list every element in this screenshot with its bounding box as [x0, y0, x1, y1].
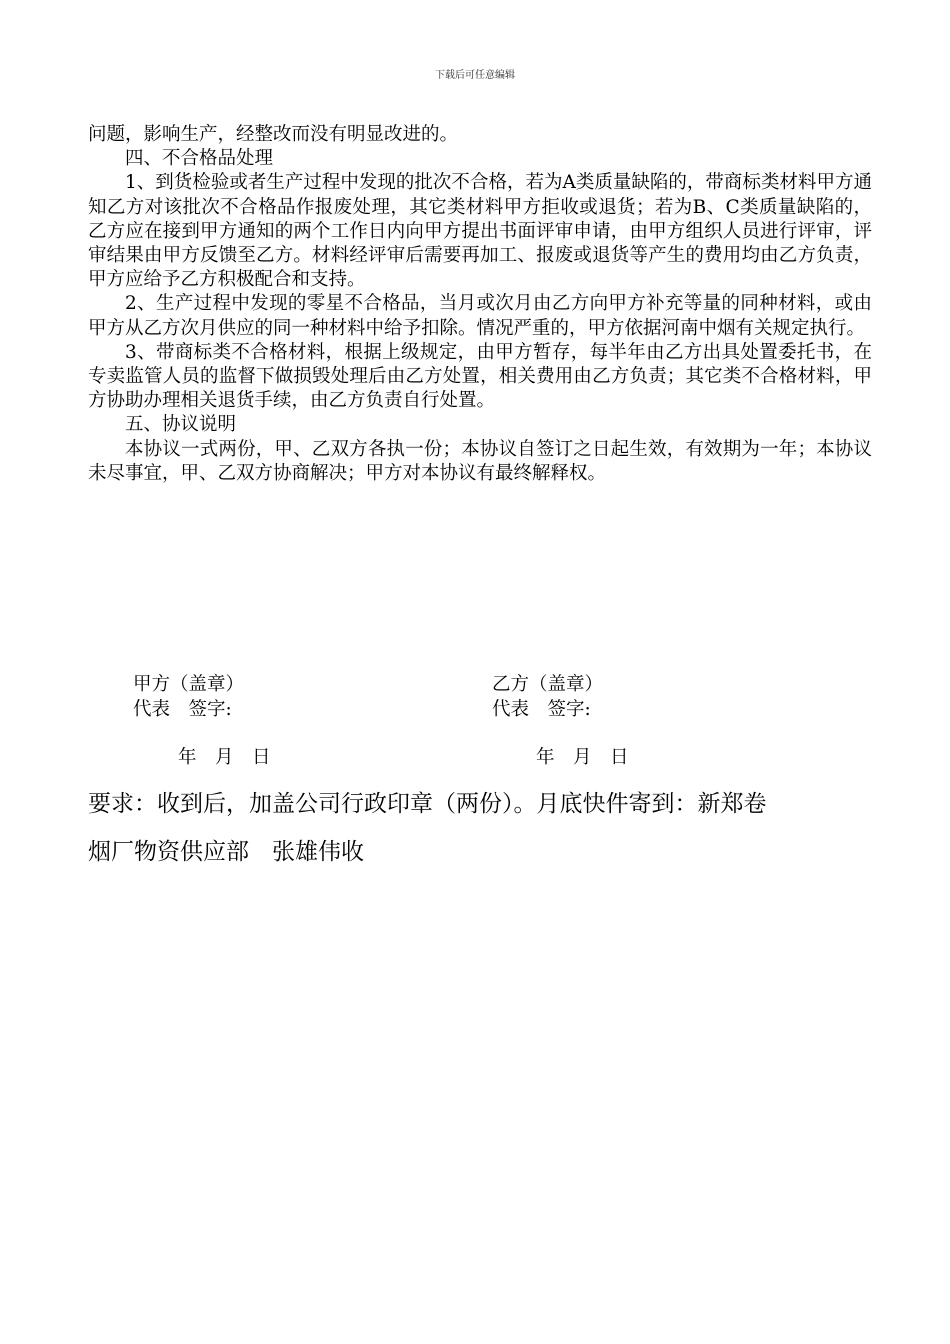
agreement-body — [88, 123, 872, 486]
requirement-line-1: 要求：收到后，加盖公司行政印章（两份）。月底快件寄到：新郑卷 — [88, 791, 767, 817]
delivery-requirement-note — [88, 780, 878, 876]
paragraph-continuation: 问题，影响生产，经整改而没有明显改进的。 — [88, 124, 459, 145]
requirement-line-2: 烟厂物资供应部 张雄伟收 — [88, 839, 364, 865]
page-header-note: 下载后可任意编辑 — [435, 70, 515, 81]
party-b-signature-label: 代表 签字: — [492, 699, 591, 720]
party-a-seal-label: 甲方（盖章） — [133, 674, 245, 695]
clause-sporadic-nonconforming: 2、生产过程中发现的零星不合格品，当月或次月由乙方向甲方补充等量的同种材料，或由甲方从乙方次月供应的同一种材料中给予扣除。情况严重的，甲方依据河南中烟有关规定执行。 — [88, 293, 872, 339]
clause-trademark-materials: 3、带商标类不合格材料，根据上级规定，由甲方暂存，每半年由乙方出具处置委托书，在专卖监管人员的监督下做损毁处理后由乙方处置，相关费用由乙方负责；其它类不合格材料，甲方协助办理相关退货手续，由乙方负责自行处置。 — [88, 341, 872, 412]
clause-agreement-terms: 本协议一式两份，甲、乙双方各执一份；本协议自签订之日起生效，有效期为一年；本协议未尽事宜，甲、乙双方协商解决；甲方对本协议有最终解释权。 — [88, 438, 872, 484]
section-heading-agreement-notes: 五、协议说明 — [125, 414, 237, 436]
party-b-seal-label: 乙方（盖章） — [492, 674, 604, 695]
clause-batch-nonconforming: 1、到货检验或者生产过程中发现的批次不合格，若为A类质量缺陷的，带商标类材料甲方通知乙方对该批次不合格品作报废处理，其它类材料甲方拒收或退货；若为B、C类质量缺陷的，乙方应在接到甲方通知的两个工作日内向甲方提出书面评审申请，由甲方组织人员进行评审，评审结果由甲方反馈至乙方。材料经评审后需要再加工、报废或退货等产生的费用均由乙方负责，甲方应给予乙方积极配合和支持。 — [88, 172, 872, 291]
party-b-date-label: 年 月 日 — [536, 747, 629, 768]
party-a-date-label: 年 月 日 — [178, 747, 271, 768]
party-a-signature-label: 代表 签字: — [133, 699, 232, 720]
section-heading-nonconforming: 四、不合格品处理 — [125, 148, 274, 170]
